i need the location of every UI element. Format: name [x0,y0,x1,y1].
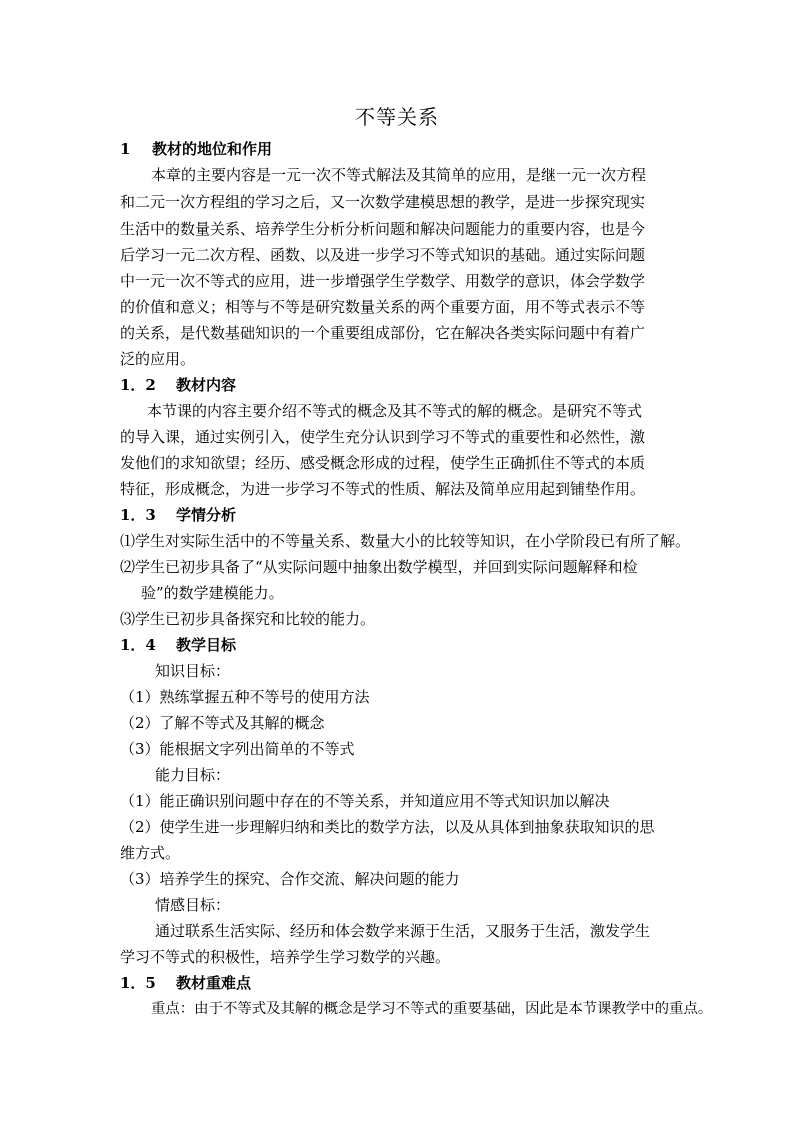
section-title: 教学目标 [176,636,237,654]
list-item: （3）能根据文字列出简单的不等式 [120,740,355,758]
paragraph-line: 的关系，是代数基础知识的一个重要组成部份，它在解决各类实际问题中有着广 [120,324,646,342]
section-number: 1．5 [120,974,156,992]
list-item: （2）了解不等式及其解的概念 [120,714,325,732]
section-heading-1-3 [120,502,236,528]
paragraph-line: 和二元一次方程组的学习之后，又一次数学建模思想的教学，是进一步探究现实 [120,193,646,211]
paragraph-line: 本节课的内容主要介绍不等式的概念及其不等式的解的概念。是研究不等式 [147,402,643,420]
section-title: 教材重难点 [176,974,252,992]
paragraph-line: 中一元一次不等式的应用，进一步增强学生学数学、用数学的意识，体会学数学 [120,272,646,290]
list-item: （1）能正确识别问题中存在的不等关系，并知道应用不等式知识加以解决 [120,792,610,810]
paragraph-line: 生活中的数量关系、培养学生分析分析问题和解决问题能力的重要内容，也是今 [120,220,646,238]
paragraph-line: 通过联系生活实际、经历和体会数学来源于生活，又服务于生活，激发学生 [155,922,651,940]
section-heading-1 [120,136,272,162]
paragraph-line: 泛的应用。 [120,350,196,368]
section-heading-1-4 [120,632,236,658]
list-item: （1）熟练掌握五种不等号的使用方法 [120,688,370,706]
section-heading-1-5 [120,970,251,996]
section-title: 教材的地位和作用 [152,140,273,158]
list-item: ⑶学生已初步具备探究和比较的能力。 [120,610,376,628]
paragraph-line: 特征，形成概念，为进一步学习不等式的性质、解法及简单应用起到铺垫作用。 [120,480,646,498]
section-number: 1 [120,140,131,158]
section-title: 学情分析 [176,506,237,524]
paragraph-line: 本章的主要内容是一元一次不等式解法及其简单的应用，是继一元一次方程 [151,166,647,184]
document-title: 不等关系 [355,105,439,129]
section-number: 1．4 [120,636,156,654]
paragraph-line: 发他们的求知欲望；经历、感受概念形成的过程，使学生正确抓住不等式的本质 [120,454,646,472]
paragraph-line: 的导入课，通过实例引入，使学生充分认识到学习不等式的重要性和必然性，激 [120,428,646,446]
list-item-continuation: 维方式。 [120,844,181,862]
section-heading-1-2 [120,372,236,398]
paragraph-line: 学习不等式的积极性，培养学生学习数学的兴趣。 [120,948,451,966]
knowledge-goals-label: 知识目标： [155,662,231,680]
section-number: 1．3 [120,506,156,524]
section-number: 1．2 [120,376,156,394]
list-item: ⑴学生对实际生活中的不等量关系、数量大小的比较等知识，在小学阶段已有所了解。 [120,532,691,550]
paragraph-line: 后学习一元二次方程、函数、以及进一步学习不等式知识的基础。通过实际问题 [120,246,646,264]
paragraph-line: 重点：由于不等式及其解的概念是学习不等式的重要基础，因此是本节课教学中的重点。 [151,1001,713,1017]
list-item-continuation: 验”的数学建模能力。 [141,584,284,602]
paragraph-line: 的价值和意义；相等与不等是研究数量关系的两个重要方面，用不等式表示不等 [120,298,646,316]
list-item: （3）培养学生的探究、合作交流、解决问题的能力 [120,870,460,888]
emotion-goals-label: 情感目标： [155,896,231,914]
list-item: （2）使学生进一步理解归纳和类比的数学方法，以及从具体到抽象获取知识的思 [120,818,655,836]
section-title: 教材内容 [176,376,237,394]
ability-goals-label: 能力目标： [155,766,231,784]
list-item: ⑵学生已初步具备了“从实际问题中抽象出数学模型，并回到实际问题解释和检 [120,558,638,576]
